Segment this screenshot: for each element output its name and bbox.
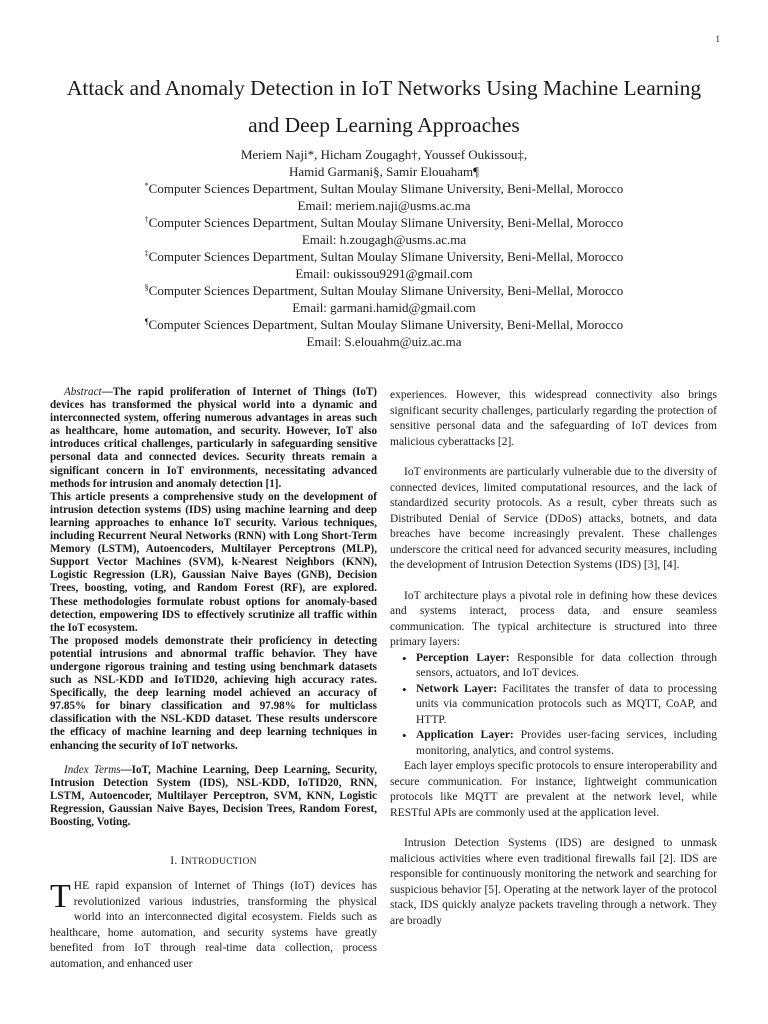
section-title-initial: I bbox=[180, 855, 185, 868]
abstract-label: Abstract bbox=[64, 386, 102, 398]
author-line-2: Hamid Garmani§, Samir Elouaham¶ bbox=[288, 164, 479, 179]
layer-name: Perception Layer: bbox=[416, 651, 510, 664]
intro-paragraph-5: Intrusion Detection Systems (IDS) are designed to unmask malicious activities where even traditional firewalls fail [2]. IDS are responsible for continuously monitoring the network and searching for suspicious behavior [5]. Operating at the network layer of the protocol stack, IDS quickly analyze packets traveling through a network. They are broadly bbox=[390, 837, 717, 927]
email-3: Email: oukissou9291@gmail.com bbox=[295, 266, 473, 281]
abstract-paragraph-2: This article presents a comprehensive study on the development of intrusion detection systems (IDS) using machine learning and deep learning approaches to enhance IoT security. Various techniques, including Recurrent Neural Networks (RNN) with Long Short-Term Memory (LSTM), Autoencoders, Multilayer Perceptrons (MLP), Support Vector Machines (SVM), k-Nearest Neighbors (KNN), Logistic Regression (LR), Gaussian Naive Bayes (GNB), Decision Trees, boosting, voting, and Random Forest (RF), are explored. These methodologies formulate robust options for anomaly-based detection, empowering IDS to effectively scrutinize all traffic within the IoT ecosystem. bbox=[50, 490, 377, 634]
paragraph-gap bbox=[390, 450, 717, 465]
index-terms-text: —IoT, Machine Learning, Deep Learning, Security, Intrusion Detection System (IDS), NSL-KDD, IoTID20, RNN, LSTM, Autoencoder, Multilayer Perceptron, SVM, KNN, Logistic Regression, Gaussian Naive Bayes, Decision Trees, Random Forest, Boosting, Voting. bbox=[50, 763, 377, 828]
drop-cap: T bbox=[50, 878, 71, 916]
affiliation-mark: † bbox=[144, 215, 149, 224]
affiliation-1 bbox=[60, 180, 708, 197]
abstract-text-1: —The rapid proliferation of Internet of Things (IoT) devices has transformed the physical world into a dynamic and interconnected system, offering numerous advantages in areas such as healthcare, home automation, and security. However, IoT also introduces critical challenges, particularly in safeguarding sensitive personal data and connected devices. Security threats remain a significant concern in IoT environments, necessitating advanced methods for intrusion and anomaly detection [1]. bbox=[50, 386, 377, 490]
affiliation-dept: Computer Sciences Department, Sultan Moulay Slimane University, Beni-Mellal, Morocco bbox=[148, 283, 624, 298]
section-heading-introduction bbox=[50, 855, 377, 869]
layers-list bbox=[390, 651, 717, 760]
affiliation-dept: Computer Sciences Department, Sultan Moulay Slimane University, Beni-Mellal, Morocco bbox=[148, 249, 624, 264]
paragraph-gap bbox=[390, 821, 717, 836]
intro-paragraph-1 bbox=[50, 879, 377, 972]
list-item bbox=[416, 682, 717, 729]
section-number: I. bbox=[170, 855, 178, 868]
affiliation-5 bbox=[60, 316, 708, 333]
affiliation-mark: § bbox=[144, 283, 149, 292]
email-4: Email: garmani.hamid@gmail.com bbox=[292, 300, 476, 315]
abstract-paragraph-1 bbox=[50, 386, 377, 491]
intro-paragraph-4: Each layer employs specific protocols to ensure interoperability and secure communication. For instance, lightweight communication protocols like MQTT are prevalent at the network level, while RESTful APIs are commonly used at the application level. bbox=[390, 760, 717, 819]
layer-name: Application Layer: bbox=[416, 729, 514, 741]
intro-paragraph-continued: experiences. However, this widespread connectivity also brings significant security challenges, particularly regarding the protection of sensitive personal data and the safeguarding of IoT devices from malicious cyberattacks [2]. bbox=[390, 389, 717, 448]
left-column bbox=[50, 386, 377, 972]
affiliation-dept: Computer Sciences Department, Sultan Moulay Slimane University, Beni-Mellal, Morocco bbox=[148, 215, 624, 230]
affiliation-3 bbox=[60, 248, 708, 265]
affiliation-mark: * bbox=[144, 181, 149, 190]
author-block bbox=[60, 146, 708, 350]
index-terms bbox=[50, 764, 377, 829]
affiliation-mark: ‡ bbox=[144, 249, 149, 258]
index-terms-label: Index Terms bbox=[64, 763, 121, 776]
author-line-1: Meriem Naji*, Hicham Zougagh†, Youssef Oukissou‡, bbox=[240, 147, 528, 162]
abstract-paragraph-3: The proposed models demonstrate their proficiency in detecting potential intrusions and abnormal traffic behavior. They have undergone rigorous training and testing using benchmark datasets such as NSL-KDD and IoTID20, achieving high accuracy rates. Specifically, the deep learning model achieved an accuracy of 97.85% for binary classification and 97.98% for multiclass classification with the NSL-KDD dataset. These results underscore the efficacy of machine learning and deep learning techniques in enhancing the security of IoT networks. bbox=[50, 634, 377, 752]
list-item bbox=[416, 651, 717, 682]
affiliation-mark: ¶ bbox=[144, 317, 149, 326]
paragraph-gap bbox=[390, 574, 717, 589]
affiliation-dept: Computer Sciences Department, Sultan Moulay Slimane University, Beni-Mellal, Morocco bbox=[148, 181, 624, 196]
intro-paragraph-3: IoT architecture plays a pivotal role in defining how these devices and systems interact, process data, and ensure seamless communication. The typical architecture is structured into three primary layers: bbox=[390, 589, 717, 648]
layer-desc: Facilitates the transfer of data to processing units via communication protocols such as MQTT, CoAP, and HTTP. bbox=[416, 682, 717, 726]
abstract bbox=[50, 386, 377, 753]
intro-text-1: HE rapid expansion of Internet of Things (IoT) devices has revolutionized various industries, transforming the physical world into an interconnected digital ecosystem. Fields such as healthcare, home automation, and security systems have greatly benefited from IoT through real-time data collection, process automation, and enhanced user bbox=[50, 880, 377, 970]
section-title-rest: NTRODUCTION bbox=[184, 857, 257, 868]
affiliation-4 bbox=[60, 282, 708, 299]
right-column bbox=[390, 388, 717, 929]
email-1: Email: meriem.naji@usms.ac.ma bbox=[297, 198, 471, 213]
affiliation-2 bbox=[60, 214, 708, 231]
affiliation-dept: Computer Sciences Department, Sultan Moulay Slimane University, Beni-Mellal, Morocco bbox=[148, 317, 624, 332]
layer-name: Network Layer: bbox=[416, 682, 498, 695]
paper-title: Attack and Anomaly Detection in IoT Networks Using Machine Learning and Deep Learning Approaches bbox=[66, 76, 702, 137]
intro-paragraph-2: IoT environments are particularly vulnerable due to the diversity of connected devices, limited computational resources, and the lack of standardized security protocols. As a result, cyber threats such as Distributed Denial of Service (DDoS) attacks, botnets, and data breaches have become increasingly prevalent. These challenges underscore the critical need for advanced security measures, including the development of Intrusion Detection Systems (IDS) [3], [4]. bbox=[390, 466, 717, 571]
layer-desc: Responsible for data collection through sensors, actuators, and IoT devices. bbox=[416, 651, 717, 679]
email-2: Email: h.zougagh@usms.ac.ma bbox=[301, 232, 467, 247]
page-number: 1 bbox=[715, 34, 720, 44]
email-5: Email: S.elouahm@uiz.ac.ma bbox=[306, 334, 462, 349]
layer-desc: Provides user-facing services, including monitoring, analytics, and control systems. bbox=[416, 729, 717, 757]
list-item bbox=[416, 728, 717, 759]
